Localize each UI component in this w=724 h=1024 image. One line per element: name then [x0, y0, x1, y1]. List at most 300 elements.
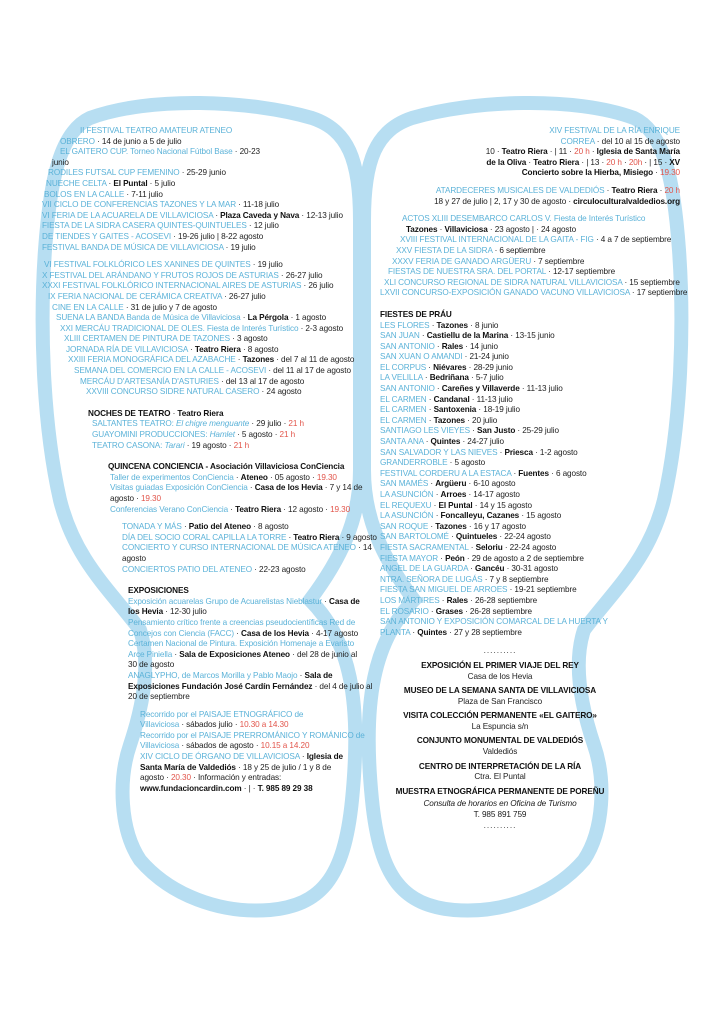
- event-title: VI FESTIVAL FOLKLÓRICO LES XANINES DE QUINTES: [44, 260, 251, 270]
- event-title: SAN SALVADOR Y LAS NIEVES: [380, 447, 498, 457]
- exposiciones-heading: EXPOSICIONES: [128, 586, 189, 596]
- event-title: ANAGLYPHO, de Marcos Morilla y Pablo Maojo: [128, 670, 298, 680]
- event-venue: Gancéu: [474, 564, 505, 574]
- separator-dot: ·: [179, 168, 187, 178]
- event-date: 7 y 8 septiembre: [489, 574, 549, 584]
- event-title: ANGEL DE LA GUARDA: [380, 564, 468, 574]
- right-wing-content: [380, 126, 688, 831]
- event-venue: Teatro Riera: [235, 504, 282, 514]
- separator-dot: ·: [604, 185, 612, 195]
- event-title: LXVII CONCURSO-EXPOSICIÓN GANADO VACUNO VILLAVICIOSA: [380, 288, 630, 298]
- separator-dot: ·: [234, 430, 242, 440]
- event-venue: Concierto sobre la Hierba, Misiego: [521, 168, 654, 178]
- event-venue: Teatro Riera: [611, 185, 658, 195]
- list-item: [380, 458, 680, 469]
- event-date: 25-29 julio: [522, 426, 559, 436]
- event-title: CONCIERTO Y CURSO INTERNACIONAL DE MÚSICA ATENEO: [122, 543, 356, 553]
- list-item: [108, 483, 363, 494]
- list-item: [36, 303, 356, 314]
- event-venue: Peón: [445, 553, 465, 563]
- event-date: 13-15 junio: [515, 331, 555, 341]
- event-date: 17 septiembre: [636, 288, 688, 298]
- separator-dot: ·: [241, 783, 249, 793]
- recorridos-list: [36, 709, 365, 795]
- event-title: XXV FIESTA DE LA SIDRA: [396, 245, 493, 255]
- event-venue: de la Oliva: [486, 157, 527, 167]
- event-venue: Iglesia de: [306, 752, 344, 762]
- dots-divider: ..........: [483, 646, 517, 656]
- event-date: 12 julio: [253, 221, 279, 231]
- event-title: XIV FESTIVAL DE LA RÍA ENRIQUE: [549, 126, 680, 135]
- separator-dot: ·: [469, 394, 477, 404]
- list-item: [36, 324, 356, 335]
- museum-place: La Espuncia s/n: [471, 721, 529, 731]
- noches-teatro-venue: Teatro Riera: [177, 408, 224, 418]
- event-title: Arce Piniella: [128, 649, 173, 659]
- list-item: [140, 720, 356, 731]
- event-title: LA ASUNCIÓN: [380, 490, 434, 499]
- separator-dot: ·: [299, 210, 307, 220]
- list-item: [380, 543, 680, 554]
- list-item: [36, 313, 356, 324]
- event-title: EL CARMEN: [380, 405, 427, 415]
- event-time: 20h: [628, 157, 643, 167]
- list-item: [36, 168, 356, 179]
- event-date: del 4 de julio al: [319, 681, 373, 691]
- event-venue: Teatro Riera: [533, 157, 580, 167]
- event-title: CINE EN LA CALLE: [52, 302, 124, 312]
- list-item: [128, 650, 356, 661]
- separator-dot: ·: [274, 355, 282, 365]
- event-title: SAN ANTONIO Y EXPOSICIÓN COMARCAL DE LA HUERTA Y: [380, 617, 608, 627]
- separator-dot: ·: [301, 281, 309, 291]
- separator-dot: ·: [462, 606, 470, 616]
- museos-list: [380, 661, 620, 798]
- atardeceres-block: [380, 186, 680, 207]
- separator-dot: ·: [240, 344, 248, 354]
- event-venue: Teatro Riera: [501, 147, 548, 157]
- event-time: 10.15 a 14.20: [260, 741, 310, 751]
- list-item: [380, 628, 680, 639]
- event-title: OBRERO: [60, 136, 95, 146]
- event-date: 14 de junio a 5 de julio: [101, 136, 182, 146]
- list-item: [36, 179, 356, 190]
- separator-dot: ·: [312, 681, 320, 691]
- list-item: [122, 522, 356, 533]
- event-title: XLI CONCURSO REGIONAL DE SIDRA NATURAL VILLAVICIOSA: [384, 277, 623, 287]
- list-item: [36, 281, 356, 292]
- event-date: 31 de julio y 7 de agosto: [130, 302, 217, 312]
- separator-dot: ·: [519, 511, 527, 521]
- separator-dot: ·: [466, 490, 474, 499]
- separator-dot: ·: [299, 752, 307, 762]
- list-item: [380, 363, 680, 374]
- list-item: [140, 773, 356, 784]
- separator-dot: ·: [437, 224, 445, 234]
- event-date: agosto: [110, 494, 134, 503]
- event-title: XLIII CERTAMEN DE PINTURA DE TAZONES: [64, 334, 230, 344]
- list-item: [380, 479, 680, 490]
- event-title: EL CORPUS: [380, 362, 427, 372]
- separator-dot: ·: [507, 585, 515, 595]
- event-date: 2-3 agosto: [305, 323, 344, 333]
- separator-dot: ·: [218, 376, 226, 386]
- event-venue: San Justo: [477, 426, 516, 436]
- separator-dot: ·: [463, 341, 471, 351]
- event-date: 12 agosto: [288, 504, 324, 514]
- separator-dot: ·: [226, 440, 234, 450]
- event-title: TEATRO CASONA:: [92, 440, 163, 450]
- event-time: 21 h: [233, 440, 250, 450]
- separator-dot: ·: [464, 553, 472, 563]
- separator-dot: ·: [508, 331, 516, 341]
- dots-divider-bottom: ..........: [483, 820, 517, 830]
- list-item: [380, 405, 680, 416]
- separator-dot: ·: [438, 553, 446, 563]
- list-item: [108, 505, 356, 516]
- separator-dot: ·: [163, 607, 171, 617]
- event-time: 21 h: [288, 419, 304, 429]
- separator-dot: ·: [468, 542, 476, 552]
- event-title: MERCÁU D'ARTESANÍA D'ASTURIES: [80, 376, 219, 386]
- separator-dot: ·: [642, 157, 650, 167]
- separator-dot: ·: [163, 773, 171, 783]
- telefono-turismo: T. 985 891 759: [473, 810, 527, 820]
- event-time: 19.30: [316, 472, 337, 482]
- event-title: SAN ANTONIO: [380, 341, 435, 351]
- event-date: 11-13 julio: [526, 384, 563, 394]
- separator-dot: ·: [267, 472, 275, 482]
- event-title: DE TIENDES Y GAITES - ACOSEVI: [42, 231, 172, 241]
- list-item: [36, 190, 356, 201]
- event-date: 22-23 agosto: [258, 564, 306, 574]
- event-date: 18 y 25 de julio / 1 y 8 de: [242, 762, 332, 772]
- event-date: Información y entradas:: [197, 773, 282, 783]
- separator-dot: ·: [124, 189, 132, 199]
- event-venue: Quintes: [430, 437, 461, 447]
- separator-dot: ·: [545, 267, 553, 277]
- museum-name: EXPOSICIÓN EL PRIMER VIAJE DEL REY: [421, 660, 579, 670]
- separator-dot: ·: [439, 595, 447, 605]
- event-time: 19.30: [140, 494, 161, 503]
- list-item: [128, 628, 359, 640]
- museum-name: VISITA COLECCIÓN PERMANENTE «EL GAITERO»: [403, 711, 597, 721]
- separator-dot: ·: [462, 352, 470, 362]
- event-title: EL CARMEN: [380, 415, 427, 425]
- separator-dot: ·: [497, 532, 505, 542]
- event-title: Recorrido por el PAISAJE ETNOGRÁFICO de: [140, 709, 304, 719]
- separator-dot: ·: [548, 468, 556, 478]
- list-item: [140, 784, 356, 795]
- separator-dot: ·: [531, 256, 539, 266]
- separator-dot: ·: [223, 242, 231, 252]
- separator-dot: ·: [621, 157, 629, 167]
- musica-list: [36, 522, 377, 575]
- list-item: [380, 168, 680, 179]
- museum-place: Plaza de San Francisco: [457, 696, 543, 706]
- separator-dot: ·: [434, 384, 442, 394]
- event-venue: Plaza Caveda y Nava: [220, 210, 300, 220]
- separator-dot: ·: [426, 362, 434, 372]
- separator-dot: ·: [532, 447, 540, 457]
- separator-dot: ·: [426, 415, 434, 425]
- list-item: [380, 469, 680, 480]
- event-date: del 7 al 11 de agosto: [281, 355, 355, 365]
- event-title: FIESTA SACRAMENTAL: [380, 542, 469, 552]
- event-title: X FESTIVAL DEL ARÁNDANO Y FRUTOS ROJOS DE ASTURIAS: [42, 270, 279, 280]
- separator-dot: ·: [533, 224, 541, 234]
- museum-name: CONJUNTO MONUMENTAL DE VALDEDIÓS: [416, 736, 584, 746]
- separator-dot: ·: [106, 178, 114, 188]
- event-time: 20 h: [606, 157, 622, 167]
- event-title: ATARDECERES MUSICALES DE VALDEDIÓS: [435, 185, 605, 195]
- list-item: [88, 441, 356, 452]
- list-item: [140, 730, 365, 742]
- event-date: 19 julio: [257, 260, 283, 270]
- separator-dot: ·: [339, 532, 347, 542]
- event-date: 8 agosto: [247, 344, 279, 354]
- event-date: 26-27 julio: [285, 270, 323, 280]
- event-title: FIESTA MAYOR: [380, 553, 439, 563]
- list-item: [140, 710, 356, 721]
- ria-festival-block: [380, 126, 680, 179]
- separator-dot: ·: [502, 542, 510, 552]
- separator-dot: ·: [423, 437, 431, 447]
- event-date: 26 julio: [308, 281, 334, 291]
- list-item: [122, 543, 372, 554]
- separator-dot: ·: [662, 157, 670, 167]
- separator-dot: ·: [497, 447, 505, 457]
- separator-dot: ·: [433, 490, 441, 499]
- list-item: [380, 384, 680, 395]
- event-venue: El Puntal: [438, 500, 473, 510]
- event-venue: Fuentes: [518, 468, 549, 478]
- event-date: del 13 al 17 de agosto: [225, 376, 305, 386]
- event-title: Recorrido por el PAISAJE PRERROMÁNICO Y ROMÁNICO de: [140, 730, 365, 740]
- list-item: [36, 271, 356, 282]
- list-item: [36, 355, 356, 366]
- event-title: XXVIII CONCURSO SIDRE NATURAL CASERO: [86, 387, 260, 397]
- event-venue: Tazones: [436, 320, 468, 330]
- list-item: [140, 763, 356, 774]
- list-item: [36, 292, 356, 303]
- separator-dot: ·: [467, 320, 475, 330]
- event-date: 18-19 julio: [483, 405, 520, 415]
- separator-dot: ·: [171, 231, 179, 241]
- event-date: agosto: [122, 553, 146, 563]
- event-date: 22-24 agosto: [509, 542, 557, 552]
- event-date: 14-17 agosto: [473, 490, 520, 499]
- event-venue: Careñes y Villaverde: [441, 384, 520, 394]
- list-item: [380, 607, 680, 618]
- event-title: Villaviciosa: [140, 720, 180, 730]
- list-item: [108, 494, 356, 505]
- event-venue: Quintueles: [455, 532, 498, 542]
- event-date: 12-30 julio: [170, 607, 207, 617]
- list-item: [380, 490, 680, 501]
- event-date: 14 y 15 agosto: [479, 500, 532, 510]
- event-date: 8 agosto: [258, 522, 289, 532]
- separator-dot: ·: [466, 479, 474, 489]
- event-time: 10.30 a 14.30: [239, 720, 289, 730]
- list-item: [88, 419, 356, 430]
- list-item: [36, 221, 356, 232]
- event-title: CORREA: [560, 136, 595, 146]
- event-date: sábados de agosto: [186, 741, 254, 751]
- separator-dot: ·: [297, 670, 305, 680]
- separator-dot: ·: [422, 373, 430, 383]
- event-date: 22-24 agosto: [504, 532, 551, 542]
- event-date: 19 agosto: [191, 440, 227, 450]
- separator-dot: ·: [181, 522, 189, 532]
- quincena-list: [108, 472, 363, 515]
- event-title: NUECHE CELTA: [46, 178, 107, 188]
- event-venue: T. 985 89 29 38: [257, 783, 313, 793]
- separator-dot: ·: [547, 147, 555, 157]
- consulta-horarios: Consulta de horarios en Oficina de Turismo: [423, 799, 577, 809]
- list-item: [108, 473, 356, 484]
- list-item: [380, 158, 680, 169]
- event-title: SAN JUAN: [380, 331, 420, 341]
- separator-dot: ·: [133, 494, 141, 503]
- event-date: 15 agosto: [526, 511, 562, 521]
- separator-dot: ·: [281, 419, 289, 429]
- separator-dot: ·: [447, 458, 455, 468]
- event-date: 24-27 julio: [467, 437, 504, 447]
- event-date: 4 a 7 de septiembre: [600, 235, 672, 245]
- separator-dot: ·: [494, 147, 502, 157]
- separator-dot: ·: [272, 430, 280, 440]
- event-title: Pensamiento crítico frente a creencias pseudocientíficas Red de: [128, 617, 356, 627]
- event-venue: Priesca: [504, 447, 533, 457]
- event-date: 1 agosto: [295, 313, 327, 323]
- event-venue: Castiellu de la Marina: [426, 331, 509, 341]
- separator-dot: ·: [309, 472, 317, 482]
- event-title: EL GAITERO CUP. Torneo Nacional Fútbol Base: [60, 147, 233, 157]
- separator-dot: ·: [247, 483, 255, 493]
- event-date: 23 agosto |: [494, 224, 534, 234]
- event-date: 6 septiembre: [499, 245, 546, 255]
- separator-dot: ·: [259, 387, 267, 397]
- separator-dot: ·: [322, 483, 330, 493]
- list-item: [36, 137, 356, 148]
- event-venue: Patio del Ateneo: [188, 522, 252, 532]
- event-title: LOS MÁRTIRES: [380, 595, 440, 605]
- event-date: 24 agosto: [540, 224, 577, 234]
- event-title: XIV CICLO DE ÓRGANO DE VILLAVICIOSA: [140, 752, 300, 762]
- list-item: [380, 522, 680, 533]
- event-date: 21-24 junio: [469, 352, 509, 362]
- event-date: 30 de agosto: [128, 660, 175, 670]
- event-venue: Bedriñana: [429, 373, 469, 383]
- separator-dot: ·: [426, 405, 434, 415]
- list-item: [380, 225, 680, 236]
- list-item: [380, 596, 680, 607]
- event-title: Taller de experimentos ConCiencia: [110, 472, 234, 482]
- separator-dot: ·: [298, 323, 306, 333]
- separator-dot: ·: [229, 334, 237, 344]
- event-date: 29 julio: [256, 419, 282, 429]
- list-item: [380, 214, 680, 225]
- list-item: [140, 741, 356, 752]
- event-date: | 15: [649, 157, 663, 167]
- event-date: 5 julio: [154, 178, 176, 188]
- separator-dot: ·: [250, 783, 258, 793]
- event-title: SANTIAGO LES VIEYES: [380, 426, 471, 436]
- separator-dot: ·: [249, 419, 257, 429]
- separator-dot: ·: [519, 384, 527, 394]
- event-work-title: Tarari: [164, 440, 185, 450]
- event-date: 4-17 agosto: [315, 628, 359, 638]
- list-item: [380, 511, 680, 522]
- separator-dot: ·: [240, 313, 248, 323]
- event-date: del 10 al 15 de agosto: [601, 136, 680, 146]
- event-venue: Teatro Riera: [293, 532, 340, 542]
- left-wing-content: [36, 126, 377, 794]
- separator-dot: ·: [213, 210, 221, 220]
- event-work-title: El chigre menguante: [176, 419, 250, 429]
- event-title: LA ASUNCIÓN: [380, 511, 434, 521]
- event-time: 19.30: [660, 168, 680, 178]
- event-title: SAN ROQUE: [380, 521, 429, 531]
- event-title: EL REQUEXU: [380, 500, 432, 510]
- separator-dot: ·: [589, 147, 597, 157]
- event-date: 26-28 septiembre: [469, 606, 533, 616]
- separator-dot: ·: [629, 288, 637, 298]
- list-item: [128, 607, 356, 618]
- event-date: 20-23: [239, 147, 261, 157]
- separator-dot: ·: [147, 178, 155, 188]
- separator-dot: ·: [526, 157, 534, 167]
- separator-dot: ·: [428, 479, 436, 489]
- list-item: [380, 342, 680, 353]
- separator-dot: ·: [228, 504, 236, 514]
- event-venue: Villaviciosa: [444, 224, 488, 234]
- event-venue: Ateneo: [240, 472, 268, 482]
- list-item: [140, 752, 356, 763]
- list-item: [36, 211, 356, 222]
- left-events-block-1: [36, 126, 356, 253]
- event-venue: Sala de: [304, 670, 333, 680]
- event-date: 20 de septiembre: [128, 692, 190, 702]
- list-item: [128, 660, 356, 671]
- event-date: del 11 al 17 de agosto: [273, 366, 351, 376]
- noches-teatro-heading: NOCHES DE TEATRO: [88, 408, 171, 418]
- event-title: SALTANTES TEATRO:: [92, 419, 174, 429]
- separator-dot: ·: [288, 313, 296, 323]
- event-title: LA VELILLA: [380, 373, 423, 383]
- event-title: SAN MAMÉS: [380, 479, 429, 489]
- event-title: SANTA ANA: [380, 437, 424, 447]
- event-title: XXIII FERIA MONOGRÁFICA DEL AZABACHE: [68, 355, 236, 365]
- event-title: VI FERIA DE LA ACUARELA DE VILLAVICIOSA: [42, 210, 214, 220]
- event-venue: Casa de: [329, 596, 360, 606]
- event-title: SAN XUAN O AMANDI: [380, 352, 463, 362]
- museum-place: Casa de los Hevia: [467, 671, 533, 681]
- event-venue: Casa de los Hevia: [241, 628, 309, 638]
- event-date: 5-7 julio: [475, 373, 504, 383]
- separator-dot: ·: [599, 157, 607, 167]
- event-venue: Rales: [441, 341, 464, 351]
- separator-dot: ·: [466, 521, 474, 531]
- separator-dot: ·: [446, 627, 454, 637]
- list-item: [128, 681, 373, 693]
- event-venue: Tazones: [435, 521, 467, 531]
- separator-dot: ·: [232, 720, 240, 730]
- event-title: IX FERIA NACIONAL DE CERÁMICA CREATIVA: [48, 291, 222, 301]
- list-item: [380, 197, 680, 208]
- event-title: XXXV FERIA DE GANADO ARGÜERU: [392, 256, 532, 266]
